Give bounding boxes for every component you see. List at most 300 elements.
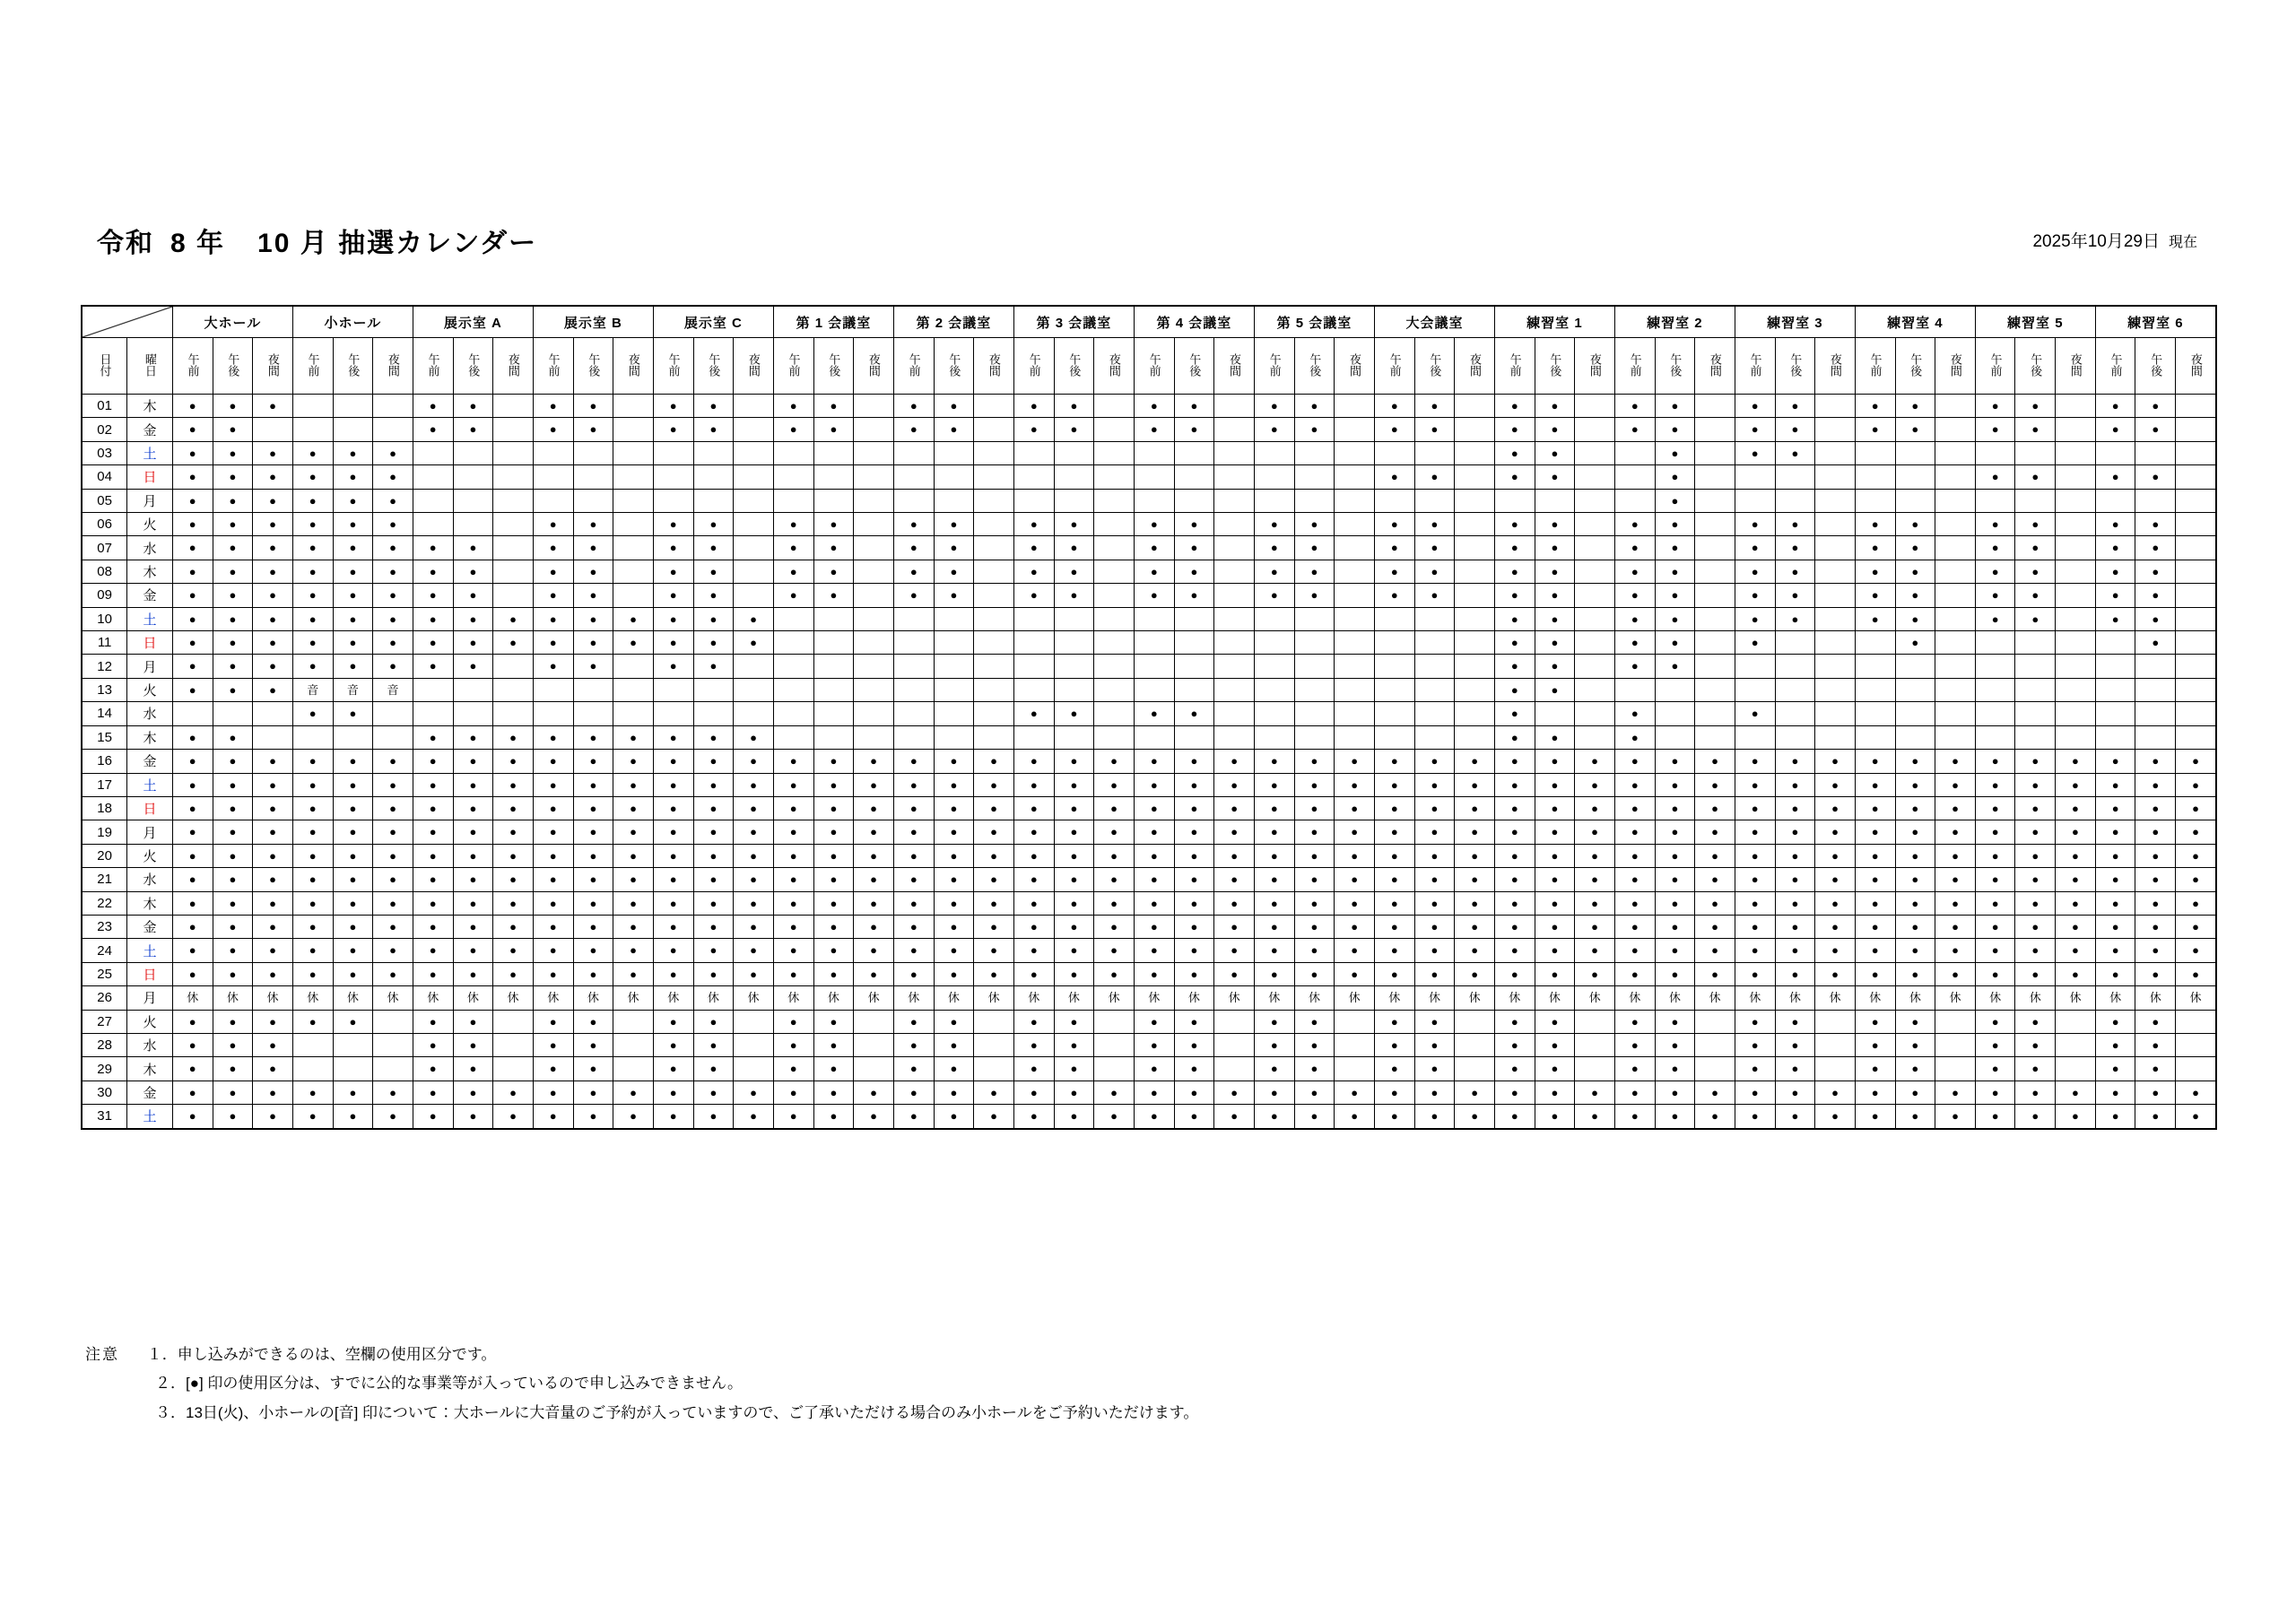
slot-cell-27-f15-s3[interactable] bbox=[1935, 1010, 1976, 1033]
slot-cell-04-f8-s1[interactable] bbox=[1013, 465, 1054, 489]
slot-cell-29-f7-s3[interactable] bbox=[974, 1057, 1014, 1081]
slot-cell-09-f10-s3[interactable] bbox=[1335, 584, 1375, 607]
slot-cell-10-f7-s3[interactable] bbox=[974, 607, 1014, 630]
slot-cell-28-f6-s3[interactable] bbox=[854, 1033, 894, 1056]
slot-cell-03-f4-s1[interactable] bbox=[533, 441, 573, 464]
slot-cell-14-f7-s3[interactable] bbox=[974, 702, 1014, 725]
slot-cell-14-f2-s3[interactable] bbox=[373, 702, 413, 725]
slot-cell-12-f8-s2[interactable] bbox=[1054, 655, 1094, 678]
slot-cell-01-f7-s3[interactable] bbox=[974, 395, 1014, 418]
slot-cell-11-f9-s2[interactable] bbox=[1174, 631, 1214, 655]
slot-cell-12-f11-s1[interactable] bbox=[1374, 655, 1414, 678]
slot-cell-29-f2-s1[interactable] bbox=[292, 1057, 333, 1081]
slot-cell-02-f15-s3[interactable] bbox=[1935, 418, 1976, 441]
slot-cell-13-f17-s1[interactable] bbox=[2095, 678, 2135, 701]
slot-cell-07-f10-s3[interactable] bbox=[1335, 536, 1375, 560]
slot-cell-03-f5-s3[interactable] bbox=[734, 441, 774, 464]
slot-cell-14-f3-s2[interactable] bbox=[453, 702, 493, 725]
slot-cell-15-f2-s3[interactable] bbox=[373, 725, 413, 749]
slot-cell-13-f16-s1[interactable] bbox=[1975, 678, 2015, 701]
slot-cell-04-f6-s2[interactable] bbox=[813, 465, 854, 489]
slot-cell-13-f9-s3[interactable] bbox=[1214, 678, 1255, 701]
slot-cell-13-f5-s1[interactable] bbox=[653, 678, 693, 701]
slot-cell-05-f14-s2[interactable] bbox=[1775, 489, 1815, 512]
slot-cell-15-f9-s3[interactable] bbox=[1214, 725, 1255, 749]
slot-cell-09-f15-s3[interactable] bbox=[1935, 584, 1976, 607]
slot-cell-04-f13-s1[interactable] bbox=[1614, 465, 1655, 489]
slot-cell-07-f8-s3[interactable] bbox=[1094, 536, 1135, 560]
slot-cell-04-f9-s2[interactable] bbox=[1174, 465, 1214, 489]
slot-cell-12-f16-s3[interactable] bbox=[2056, 655, 2096, 678]
slot-cell-03-f7-s3[interactable] bbox=[974, 441, 1014, 464]
slot-cell-14-f11-s3[interactable] bbox=[1455, 702, 1495, 725]
slot-cell-13-f8-s1[interactable] bbox=[1013, 678, 1054, 701]
slot-cell-13-f4-s3[interactable] bbox=[613, 678, 654, 701]
slot-cell-08-f7-s3[interactable] bbox=[974, 560, 1014, 583]
slot-cell-05-f12-s2[interactable] bbox=[1535, 489, 1575, 512]
slot-cell-05-f5-s3[interactable] bbox=[734, 489, 774, 512]
slot-cell-11-f13-s3[interactable] bbox=[1695, 631, 1735, 655]
slot-cell-29-f3-s3[interactable] bbox=[493, 1057, 534, 1081]
slot-cell-12-f16-s1[interactable] bbox=[1975, 655, 2015, 678]
slot-cell-15-f10-s3[interactable] bbox=[1335, 725, 1375, 749]
slot-cell-07-f13-s3[interactable] bbox=[1695, 536, 1735, 560]
slot-cell-15-f11-s3[interactable] bbox=[1455, 725, 1495, 749]
slot-cell-13-f4-s1[interactable] bbox=[533, 678, 573, 701]
slot-cell-27-f16-s3[interactable] bbox=[2056, 1010, 2096, 1033]
slot-cell-08-f8-s3[interactable] bbox=[1094, 560, 1135, 583]
slot-cell-28-f7-s3[interactable] bbox=[974, 1033, 1014, 1056]
slot-cell-03-f3-s2[interactable] bbox=[453, 441, 493, 464]
slot-cell-27-f13-s3[interactable] bbox=[1695, 1010, 1735, 1033]
slot-cell-01-f8-s3[interactable] bbox=[1094, 395, 1135, 418]
slot-cell-08-f17-s3[interactable] bbox=[2176, 560, 2216, 583]
slot-cell-10-f11-s1[interactable] bbox=[1374, 607, 1414, 630]
slot-cell-04-f5-s3[interactable] bbox=[734, 465, 774, 489]
slot-cell-06-f3-s2[interactable] bbox=[453, 513, 493, 536]
slot-cell-15-f9-s1[interactable] bbox=[1134, 725, 1174, 749]
slot-cell-05-f7-s3[interactable] bbox=[974, 489, 1014, 512]
slot-cell-12-f14-s2[interactable] bbox=[1775, 655, 1815, 678]
slot-cell-11-f11-s3[interactable] bbox=[1455, 631, 1495, 655]
slot-cell-27-f7-s3[interactable] bbox=[974, 1010, 1014, 1033]
slot-cell-12-f7-s1[interactable] bbox=[893, 655, 934, 678]
slot-cell-08-f12-s3[interactable] bbox=[1575, 560, 1615, 583]
slot-cell-07-f12-s3[interactable] bbox=[1575, 536, 1615, 560]
slot-cell-03-f17-s1[interactable] bbox=[2095, 441, 2135, 464]
slot-cell-09-f12-s3[interactable] bbox=[1575, 584, 1615, 607]
slot-cell-05-f4-s1[interactable] bbox=[533, 489, 573, 512]
slot-cell-15-f14-s1[interactable] bbox=[1735, 725, 1775, 749]
slot-cell-05-f10-s3[interactable] bbox=[1335, 489, 1375, 512]
slot-cell-04-f7-s1[interactable] bbox=[893, 465, 934, 489]
slot-cell-02-f3-s3[interactable] bbox=[493, 418, 534, 441]
slot-cell-05-f6-s2[interactable] bbox=[813, 489, 854, 512]
slot-cell-14-f11-s1[interactable] bbox=[1374, 702, 1414, 725]
slot-cell-14-f8-s3[interactable] bbox=[1094, 702, 1135, 725]
slot-cell-28-f3-s3[interactable] bbox=[493, 1033, 534, 1056]
slot-cell-12-f11-s2[interactable] bbox=[1414, 655, 1455, 678]
slot-cell-05-f14-s3[interactable] bbox=[1815, 489, 1856, 512]
slot-cell-27-f5-s3[interactable] bbox=[734, 1010, 774, 1033]
slot-cell-13-f3-s1[interactable] bbox=[413, 678, 453, 701]
slot-cell-12-f5-s3[interactable] bbox=[734, 655, 774, 678]
slot-cell-04-f10-s1[interactable] bbox=[1254, 465, 1294, 489]
slot-cell-04-f9-s3[interactable] bbox=[1214, 465, 1255, 489]
slot-cell-13-f11-s3[interactable] bbox=[1455, 678, 1495, 701]
slot-cell-06-f7-s3[interactable] bbox=[974, 513, 1014, 536]
slot-cell-28-f4-s3[interactable] bbox=[613, 1033, 654, 1056]
slot-cell-05-f13-s1[interactable] bbox=[1614, 489, 1655, 512]
slot-cell-15-f16-s2[interactable] bbox=[2015, 725, 2056, 749]
slot-cell-05-f8-s2[interactable] bbox=[1054, 489, 1094, 512]
slot-cell-05-f16-s3[interactable] bbox=[2056, 489, 2096, 512]
slot-cell-15-f15-s2[interactable] bbox=[1895, 725, 1935, 749]
slot-cell-04-f7-s2[interactable] bbox=[934, 465, 974, 489]
slot-cell-14-f16-s1[interactable] bbox=[1975, 702, 2015, 725]
slot-cell-14-f10-s1[interactable] bbox=[1254, 702, 1294, 725]
slot-cell-07-f4-s3[interactable] bbox=[613, 536, 654, 560]
slot-cell-04-f16-s3[interactable] bbox=[2056, 465, 2096, 489]
slot-cell-06-f3-s1[interactable] bbox=[413, 513, 453, 536]
slot-cell-14-f6-s2[interactable] bbox=[813, 702, 854, 725]
slot-cell-08-f5-s3[interactable] bbox=[734, 560, 774, 583]
slot-cell-10-f15-s3[interactable] bbox=[1935, 607, 1976, 630]
slot-cell-11-f9-s1[interactable] bbox=[1134, 631, 1174, 655]
slot-cell-14-f16-s2[interactable] bbox=[2015, 702, 2056, 725]
slot-cell-06-f5-s3[interactable] bbox=[734, 513, 774, 536]
slot-cell-13-f6-s1[interactable] bbox=[773, 678, 813, 701]
slot-cell-02-f2-s1[interactable] bbox=[292, 418, 333, 441]
slot-cell-15-f11-s2[interactable] bbox=[1414, 725, 1455, 749]
slot-cell-10-f14-s3[interactable] bbox=[1815, 607, 1856, 630]
slot-cell-08-f13-s3[interactable] bbox=[1695, 560, 1735, 583]
slot-cell-10-f6-s2[interactable] bbox=[813, 607, 854, 630]
slot-cell-28-f15-s3[interactable] bbox=[1935, 1033, 1976, 1056]
slot-cell-04-f17-s3[interactable] bbox=[2176, 465, 2216, 489]
slot-cell-05-f15-s2[interactable] bbox=[1895, 489, 1935, 512]
slot-cell-05-f9-s1[interactable] bbox=[1134, 489, 1174, 512]
slot-cell-12-f15-s2[interactable] bbox=[1895, 655, 1935, 678]
slot-cell-02-f8-s3[interactable] bbox=[1094, 418, 1135, 441]
slot-cell-28-f14-s3[interactable] bbox=[1815, 1033, 1856, 1056]
slot-cell-05-f16-s1[interactable] bbox=[1975, 489, 2015, 512]
slot-cell-01-f10-s3[interactable] bbox=[1335, 395, 1375, 418]
slot-cell-27-f12-s3[interactable] bbox=[1575, 1010, 1615, 1033]
slot-cell-04-f7-s3[interactable] bbox=[974, 465, 1014, 489]
slot-cell-28-f2-s1[interactable] bbox=[292, 1033, 333, 1056]
slot-cell-28-f10-s3[interactable] bbox=[1335, 1033, 1375, 1056]
slot-cell-14-f13-s2[interactable] bbox=[1655, 702, 1695, 725]
slot-cell-11-f6-s3[interactable] bbox=[854, 631, 894, 655]
slot-cell-12-f6-s2[interactable] bbox=[813, 655, 854, 678]
slot-cell-13-f8-s3[interactable] bbox=[1094, 678, 1135, 701]
slot-cell-07-f3-s3[interactable] bbox=[493, 536, 534, 560]
slot-cell-05-f14-s1[interactable] bbox=[1735, 489, 1775, 512]
slot-cell-12-f12-s3[interactable] bbox=[1575, 655, 1615, 678]
slot-cell-15-f13-s3[interactable] bbox=[1695, 725, 1735, 749]
slot-cell-10-f8-s3[interactable] bbox=[1094, 607, 1135, 630]
slot-cell-10-f6-s3[interactable] bbox=[854, 607, 894, 630]
slot-cell-10-f7-s2[interactable] bbox=[934, 607, 974, 630]
slot-cell-15-f10-s1[interactable] bbox=[1254, 725, 1294, 749]
slot-cell-02-f13-s3[interactable] bbox=[1695, 418, 1735, 441]
slot-cell-11-f14-s2[interactable] bbox=[1775, 631, 1815, 655]
slot-cell-28-f13-s3[interactable] bbox=[1695, 1033, 1735, 1056]
slot-cell-13-f3-s2[interactable] bbox=[453, 678, 493, 701]
slot-cell-03-f6-s2[interactable] bbox=[813, 441, 854, 464]
slot-cell-06-f10-s3[interactable] bbox=[1335, 513, 1375, 536]
slot-cell-13-f15-s2[interactable] bbox=[1895, 678, 1935, 701]
slot-cell-12-f15-s1[interactable] bbox=[1855, 655, 1895, 678]
slot-cell-03-f16-s2[interactable] bbox=[2015, 441, 2056, 464]
slot-cell-13-f5-s2[interactable] bbox=[693, 678, 734, 701]
slot-cell-01-f2-s3[interactable] bbox=[373, 395, 413, 418]
slot-cell-29-f16-s3[interactable] bbox=[2056, 1057, 2096, 1081]
slot-cell-11-f10-s3[interactable] bbox=[1335, 631, 1375, 655]
slot-cell-03-f8-s3[interactable] bbox=[1094, 441, 1135, 464]
slot-cell-11-f17-s1[interactable] bbox=[2095, 631, 2135, 655]
slot-cell-13-f14-s1[interactable] bbox=[1735, 678, 1775, 701]
slot-cell-01-f4-s3[interactable] bbox=[613, 395, 654, 418]
slot-cell-13-f5-s3[interactable] bbox=[734, 678, 774, 701]
slot-cell-02-f6-s3[interactable] bbox=[854, 418, 894, 441]
slot-cell-05-f4-s2[interactable] bbox=[573, 489, 613, 512]
slot-cell-06-f13-s3[interactable] bbox=[1695, 513, 1735, 536]
slot-cell-06-f6-s3[interactable] bbox=[854, 513, 894, 536]
slot-cell-15-f1-s3[interactable] bbox=[253, 725, 293, 749]
slot-cell-29-f12-s3[interactable] bbox=[1575, 1057, 1615, 1081]
slot-cell-09-f3-s3[interactable] bbox=[493, 584, 534, 607]
slot-cell-14-f10-s2[interactable] bbox=[1294, 702, 1335, 725]
slot-cell-01-f11-s3[interactable] bbox=[1455, 395, 1495, 418]
slot-cell-09-f8-s3[interactable] bbox=[1094, 584, 1135, 607]
slot-cell-04-f8-s2[interactable] bbox=[1054, 465, 1094, 489]
slot-cell-10-f11-s3[interactable] bbox=[1455, 607, 1495, 630]
slot-cell-29-f2-s2[interactable] bbox=[333, 1057, 373, 1081]
slot-cell-10-f17-s3[interactable] bbox=[2176, 607, 2216, 630]
slot-cell-13-f9-s1[interactable] bbox=[1134, 678, 1174, 701]
slot-cell-13-f7-s3[interactable] bbox=[974, 678, 1014, 701]
slot-cell-07-f11-s3[interactable] bbox=[1455, 536, 1495, 560]
slot-cell-06-f16-s3[interactable] bbox=[2056, 513, 2096, 536]
slot-cell-11-f16-s2[interactable] bbox=[2015, 631, 2056, 655]
slot-cell-04-f14-s2[interactable] bbox=[1775, 465, 1815, 489]
slot-cell-29-f9-s3[interactable] bbox=[1214, 1057, 1255, 1081]
slot-cell-13-f13-s1[interactable] bbox=[1614, 678, 1655, 701]
slot-cell-11-f16-s3[interactable] bbox=[2056, 631, 2096, 655]
slot-cell-04-f13-s3[interactable] bbox=[1695, 465, 1735, 489]
slot-cell-08-f15-s3[interactable] bbox=[1935, 560, 1976, 583]
slot-cell-14-f1-s2[interactable] bbox=[213, 702, 253, 725]
slot-cell-05-f17-s1[interactable] bbox=[2095, 489, 2135, 512]
slot-cell-05-f8-s3[interactable] bbox=[1094, 489, 1135, 512]
slot-cell-03-f15-s2[interactable] bbox=[1895, 441, 1935, 464]
slot-cell-06-f9-s3[interactable] bbox=[1214, 513, 1255, 536]
slot-cell-13-f15-s1[interactable] bbox=[1855, 678, 1895, 701]
slot-cell-03-f13-s3[interactable] bbox=[1695, 441, 1735, 464]
slot-cell-14-f7-s2[interactable] bbox=[934, 702, 974, 725]
slot-cell-04-f14-s3[interactable] bbox=[1815, 465, 1856, 489]
slot-cell-15-f10-s2[interactable] bbox=[1294, 725, 1335, 749]
slot-cell-12-f13-s3[interactable] bbox=[1695, 655, 1735, 678]
slot-cell-12-f17-s3[interactable] bbox=[2176, 655, 2216, 678]
slot-cell-03-f5-s2[interactable] bbox=[693, 441, 734, 464]
slot-cell-11-f9-s3[interactable] bbox=[1214, 631, 1255, 655]
slot-cell-02-f16-s3[interactable] bbox=[2056, 418, 2096, 441]
slot-cell-03-f11-s2[interactable] bbox=[1414, 441, 1455, 464]
slot-cell-03-f6-s1[interactable] bbox=[773, 441, 813, 464]
slot-cell-01-f17-s3[interactable] bbox=[2176, 395, 2216, 418]
slot-cell-15-f7-s2[interactable] bbox=[934, 725, 974, 749]
slot-cell-13-f4-s2[interactable] bbox=[573, 678, 613, 701]
slot-cell-04-f6-s3[interactable] bbox=[854, 465, 894, 489]
slot-cell-14-f15-s1[interactable] bbox=[1855, 702, 1895, 725]
slot-cell-09-f11-s3[interactable] bbox=[1455, 584, 1495, 607]
slot-cell-14-f11-s2[interactable] bbox=[1414, 702, 1455, 725]
slot-cell-09-f7-s3[interactable] bbox=[974, 584, 1014, 607]
slot-cell-11-f6-s2[interactable] bbox=[813, 631, 854, 655]
slot-cell-28-f12-s3[interactable] bbox=[1575, 1033, 1615, 1056]
slot-cell-12-f9-s3[interactable] bbox=[1214, 655, 1255, 678]
slot-cell-28-f2-s3[interactable] bbox=[373, 1033, 413, 1056]
slot-cell-28-f8-s3[interactable] bbox=[1094, 1033, 1135, 1056]
slot-cell-12-f10-s3[interactable] bbox=[1335, 655, 1375, 678]
slot-cell-10-f16-s3[interactable] bbox=[2056, 607, 2096, 630]
slot-cell-10-f6-s1[interactable] bbox=[773, 607, 813, 630]
slot-cell-12-f6-s1[interactable] bbox=[773, 655, 813, 678]
slot-cell-15-f16-s3[interactable] bbox=[2056, 725, 2096, 749]
slot-cell-12-f9-s1[interactable] bbox=[1134, 655, 1174, 678]
slot-cell-01-f14-s3[interactable] bbox=[1815, 395, 1856, 418]
slot-cell-01-f3-s3[interactable] bbox=[493, 395, 534, 418]
slot-cell-14-f13-s3[interactable] bbox=[1695, 702, 1735, 725]
slot-cell-05-f11-s3[interactable] bbox=[1455, 489, 1495, 512]
slot-cell-13-f13-s2[interactable] bbox=[1655, 678, 1695, 701]
slot-cell-14-f6-s3[interactable] bbox=[854, 702, 894, 725]
slot-cell-02-f11-s3[interactable] bbox=[1455, 418, 1495, 441]
slot-cell-09-f13-s3[interactable] bbox=[1695, 584, 1735, 607]
slot-cell-03-f11-s3[interactable] bbox=[1455, 441, 1495, 464]
slot-cell-11-f10-s1[interactable] bbox=[1254, 631, 1294, 655]
slot-cell-14-f14-s3[interactable] bbox=[1815, 702, 1856, 725]
slot-cell-11-f11-s2[interactable] bbox=[1414, 631, 1455, 655]
slot-cell-10-f8-s1[interactable] bbox=[1013, 607, 1054, 630]
slot-cell-03-f14-s3[interactable] bbox=[1815, 441, 1856, 464]
slot-cell-03-f5-s1[interactable] bbox=[653, 441, 693, 464]
slot-cell-04-f5-s2[interactable] bbox=[693, 465, 734, 489]
slot-cell-06-f11-s3[interactable] bbox=[1455, 513, 1495, 536]
slot-cell-02-f5-s3[interactable] bbox=[734, 418, 774, 441]
slot-cell-09-f5-s3[interactable] bbox=[734, 584, 774, 607]
slot-cell-10-f10-s3[interactable] bbox=[1335, 607, 1375, 630]
slot-cell-03-f12-s3[interactable] bbox=[1575, 441, 1615, 464]
slot-cell-09-f14-s3[interactable] bbox=[1815, 584, 1856, 607]
slot-cell-06-f8-s3[interactable] bbox=[1094, 513, 1135, 536]
slot-cell-05-f16-s2[interactable] bbox=[2015, 489, 2056, 512]
slot-cell-28-f17-s3[interactable] bbox=[2176, 1033, 2216, 1056]
slot-cell-13-f7-s2[interactable] bbox=[934, 678, 974, 701]
slot-cell-13-f3-s3[interactable] bbox=[493, 678, 534, 701]
slot-cell-01-f13-s3[interactable] bbox=[1695, 395, 1735, 418]
slot-cell-02-f2-s2[interactable] bbox=[333, 418, 373, 441]
slot-cell-02-f9-s3[interactable] bbox=[1214, 418, 1255, 441]
slot-cell-03-f16-s1[interactable] bbox=[1975, 441, 2015, 464]
slot-cell-13-f11-s2[interactable] bbox=[1414, 678, 1455, 701]
slot-cell-12-f17-s1[interactable] bbox=[2095, 655, 2135, 678]
slot-cell-27-f11-s3[interactable] bbox=[1455, 1010, 1495, 1033]
slot-cell-15-f17-s2[interactable] bbox=[2135, 725, 2176, 749]
slot-cell-02-f7-s3[interactable] bbox=[974, 418, 1014, 441]
slot-cell-05-f17-s3[interactable] bbox=[2176, 489, 2216, 512]
slot-cell-03-f3-s1[interactable] bbox=[413, 441, 453, 464]
slot-cell-29-f14-s3[interactable] bbox=[1815, 1057, 1856, 1081]
slot-cell-12-f8-s1[interactable] bbox=[1013, 655, 1054, 678]
slot-cell-14-f10-s3[interactable] bbox=[1335, 702, 1375, 725]
slot-cell-14-f6-s1[interactable] bbox=[773, 702, 813, 725]
slot-cell-05-f15-s3[interactable] bbox=[1935, 489, 1976, 512]
slot-cell-11-f11-s1[interactable] bbox=[1374, 631, 1414, 655]
slot-cell-09-f16-s3[interactable] bbox=[2056, 584, 2096, 607]
slot-cell-13-f14-s3[interactable] bbox=[1815, 678, 1856, 701]
slot-cell-29-f4-s3[interactable] bbox=[613, 1057, 654, 1081]
slot-cell-15-f6-s3[interactable] bbox=[854, 725, 894, 749]
slot-cell-14-f12-s3[interactable] bbox=[1575, 702, 1615, 725]
slot-cell-05-f11-s1[interactable] bbox=[1374, 489, 1414, 512]
slot-cell-10-f9-s3[interactable] bbox=[1214, 607, 1255, 630]
slot-cell-12-f10-s1[interactable] bbox=[1254, 655, 1294, 678]
slot-cell-04-f14-s1[interactable] bbox=[1735, 465, 1775, 489]
slot-cell-09-f9-s3[interactable] bbox=[1214, 584, 1255, 607]
slot-cell-10-f10-s1[interactable] bbox=[1254, 607, 1294, 630]
slot-cell-11-f17-s3[interactable] bbox=[2176, 631, 2216, 655]
slot-cell-03-f13-s1[interactable] bbox=[1614, 441, 1655, 464]
slot-cell-01-f6-s3[interactable] bbox=[854, 395, 894, 418]
slot-cell-13-f7-s1[interactable] bbox=[893, 678, 934, 701]
slot-cell-11-f12-s3[interactable] bbox=[1575, 631, 1615, 655]
slot-cell-14-f9-s3[interactable] bbox=[1214, 702, 1255, 725]
slot-cell-15-f14-s3[interactable] bbox=[1815, 725, 1856, 749]
slot-cell-03-f15-s1[interactable] bbox=[1855, 441, 1895, 464]
slot-cell-05-f6-s3[interactable] bbox=[854, 489, 894, 512]
slot-cell-01-f5-s3[interactable] bbox=[734, 395, 774, 418]
slot-cell-12-f6-s3[interactable] bbox=[854, 655, 894, 678]
slot-cell-27-f3-s3[interactable] bbox=[493, 1010, 534, 1033]
slot-cell-27-f2-s3[interactable] bbox=[373, 1010, 413, 1033]
slot-cell-06-f12-s3[interactable] bbox=[1575, 513, 1615, 536]
slot-cell-14-f4-s1[interactable] bbox=[533, 702, 573, 725]
slot-cell-03-f4-s2[interactable] bbox=[573, 441, 613, 464]
slot-cell-13-f14-s2[interactable] bbox=[1775, 678, 1815, 701]
slot-cell-02-f10-s3[interactable] bbox=[1335, 418, 1375, 441]
slot-cell-13-f17-s3[interactable] bbox=[2176, 678, 2216, 701]
slot-cell-06-f15-s3[interactable] bbox=[1935, 513, 1976, 536]
slot-cell-04-f9-s1[interactable] bbox=[1134, 465, 1174, 489]
slot-cell-14-f14-s2[interactable] bbox=[1775, 702, 1815, 725]
slot-cell-11-f7-s3[interactable] bbox=[974, 631, 1014, 655]
slot-cell-12-f14-s3[interactable] bbox=[1815, 655, 1856, 678]
slot-cell-04-f3-s1[interactable] bbox=[413, 465, 453, 489]
slot-cell-13-f6-s2[interactable] bbox=[813, 678, 854, 701]
slot-cell-15-f12-s3[interactable] bbox=[1575, 725, 1615, 749]
slot-cell-28-f16-s3[interactable] bbox=[2056, 1033, 2096, 1056]
slot-cell-05-f10-s2[interactable] bbox=[1294, 489, 1335, 512]
slot-cell-14-f17-s2[interactable] bbox=[2135, 702, 2176, 725]
slot-cell-03-f7-s1[interactable] bbox=[893, 441, 934, 464]
slot-cell-14-f1-s3[interactable] bbox=[253, 702, 293, 725]
slot-cell-14-f5-s3[interactable] bbox=[734, 702, 774, 725]
slot-cell-14-f4-s2[interactable] bbox=[573, 702, 613, 725]
